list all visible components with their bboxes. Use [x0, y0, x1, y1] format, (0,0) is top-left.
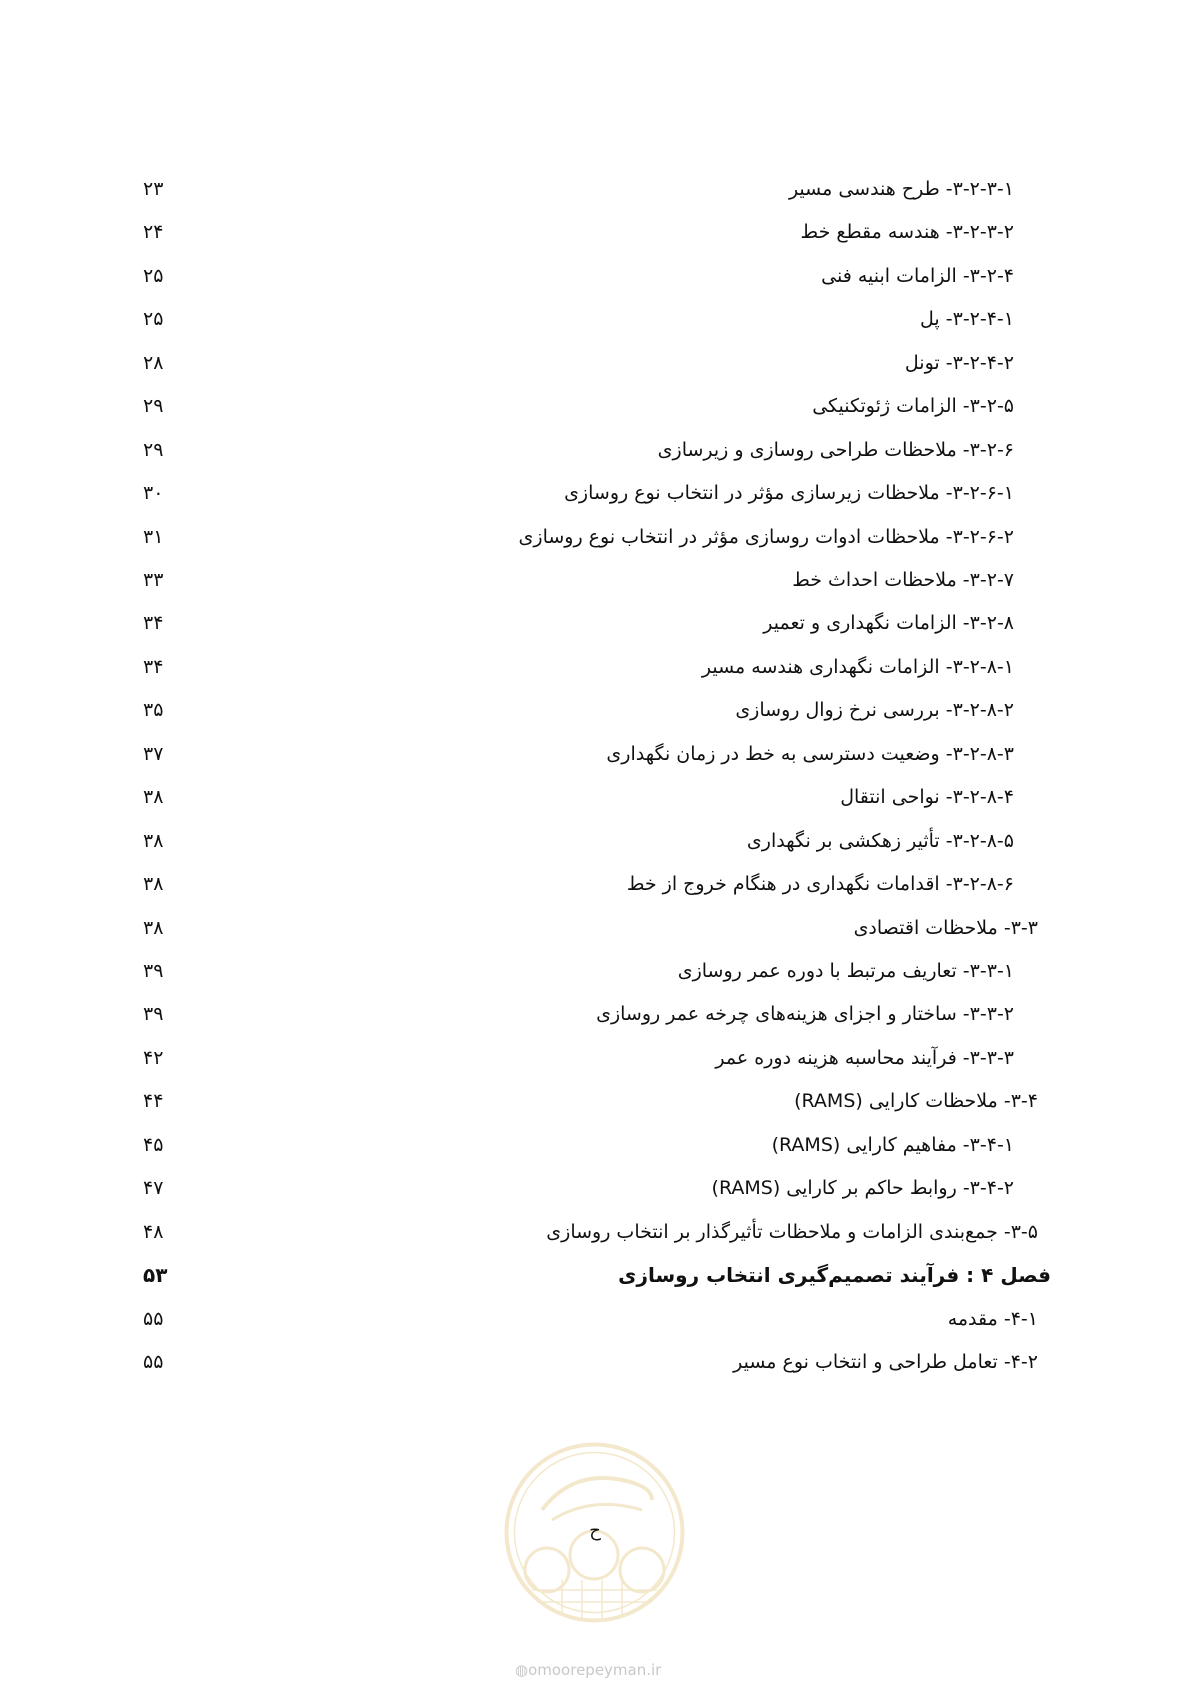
watermark-url [515, 1661, 661, 1679]
toc-entry-title: ۳-۲-۸-۲- بررسی نرخ زوال روسازی [735, 699, 1014, 721]
toc-entry-title: ۳-۲-۶-۲- ملاحظات ادوات روسازی مؤثر در انتخاب نوع روسازی [518, 526, 1014, 548]
toc-entry-title: ۳-۲-۸-۳- وضعیت دسترسی به خط در زمان نگهداری [606, 743, 1014, 765]
toc-entry [0, 1304, 1191, 1334]
toc-entry-page: ۴۲ [143, 1047, 164, 1069]
toc-entry [0, 522, 1191, 552]
toc-entry-title: ۳-۲-۳-۲- هندسه مقطع خط [800, 221, 1014, 243]
toc-entry [0, 782, 1191, 812]
toc-entry-page: ۳۸ [143, 830, 164, 852]
toc-entry [0, 1043, 1191, 1073]
toc-entry [0, 261, 1191, 291]
toc-entry [0, 739, 1191, 769]
toc-entry-page: ۳۵ [143, 699, 164, 721]
watermark-url-text: omoorepeyman.ir [528, 1661, 662, 1679]
toc-entry [0, 652, 1191, 682]
toc-entry-page: ۳۸ [143, 873, 164, 895]
toc-entry-title: ۳-۲-۴-۲- تونل [904, 352, 1014, 374]
toc-entry [0, 1086, 1191, 1116]
toc-entry-page: ۳۴ [143, 612, 164, 634]
toc-entry-title: ۳-۲-۶-۱- ملاحظات زیرسازی مؤثر در انتخاب نوع روسازی [564, 482, 1014, 504]
toc-entry-page: ۲۹ [143, 439, 164, 461]
toc-entry-title: ۳-۲-۴- الزامات ابنیه فنی [821, 265, 1014, 287]
toc-entry [0, 174, 1191, 204]
toc-entry-page: ۴۵ [143, 1134, 164, 1156]
toc-entry-page: ۳۴ [143, 656, 164, 678]
toc-entry-page: ۴۴ [143, 1090, 164, 1112]
toc-entry-page: ۳۰ [143, 482, 164, 504]
toc-entry-title: ۳-۲-۸-۶- اقدامات نگهداری در هنگام خروج از خط [626, 873, 1014, 895]
toc-entry [0, 435, 1191, 465]
toc-entry-title: ۳-۳-۲- ساختار و اجزای هزینه‌های چرخه عمر روسازی [596, 1003, 1014, 1025]
toc-entry-page: ۲۳ [143, 178, 164, 200]
toc-entry-page: ۳۹ [143, 1003, 164, 1025]
toc-entry-page: ۲۵ [143, 265, 164, 287]
toc-entry-title: ۳-۲-۸-۱- الزامات نگهداری هندسه مسیر [701, 656, 1014, 678]
toc-entry-title: ۳-۲-۸-۵- تأثیر زهکشی بر نگهداری [746, 830, 1014, 852]
page-number: ح [589, 1520, 601, 1541]
toc-entry-page: ۳۸ [143, 786, 164, 808]
toc-entry-title: ۳-۲-۴-۱- پل [920, 308, 1014, 330]
toc-entry-page: ۴۸ [143, 1221, 164, 1243]
toc-entry-title: ۳-۲-۷- ملاحظات احداث خط [792, 569, 1014, 591]
toc-entry-title: ۳-۴- ملاحظات کارایی (RAMS) [794, 1090, 1038, 1112]
toc-entry-page: ۲۴ [143, 221, 164, 243]
toc-entry-page: ۳۷ [143, 743, 164, 765]
toc-entry [0, 608, 1191, 638]
toc-entry-title: ۴-۱- مقدمه [947, 1308, 1038, 1330]
toc-entry-page: ۵۵ [143, 1308, 164, 1330]
toc-entry [0, 304, 1191, 334]
toc-entry-page: ۳۳ [143, 569, 164, 591]
toc-entry-page: ۴۷ [143, 1177, 164, 1199]
toc-entry [0, 1130, 1191, 1160]
toc-entry-page: ۲۹ [143, 395, 164, 417]
toc-entry [0, 999, 1191, 1029]
toc-entry-page: ۳۹ [143, 960, 164, 982]
toc-entry [0, 956, 1191, 986]
toc-entry-title: فصل ۴ : فرآیند تصمیم‌گیری انتخاب روسازی [618, 1263, 1051, 1287]
toc-entry-page: ۳۸ [143, 917, 164, 939]
toc-chapter-entry [0, 1260, 1191, 1290]
toc-entry [0, 478, 1191, 508]
toc-entry-page: ۵۵ [143, 1351, 164, 1373]
toc-entry [0, 826, 1191, 856]
toc-entry-title: ۳-۲-۶- ملاحظات طراحی روسازی و زیرسازی [657, 439, 1014, 461]
toc-entry [0, 1173, 1191, 1203]
toc-entry-page: ۲۸ [143, 352, 164, 374]
toc-entry-title: ۳-۴-۲- روابط حاکم بر کارایی (RAMS) [711, 1177, 1014, 1199]
toc-entry-title: ۳-۲-۳-۱- طرح هندسی مسیر [788, 178, 1014, 200]
toc-entry [0, 565, 1191, 595]
toc-entry [0, 913, 1191, 943]
toc-entry [0, 1347, 1191, 1377]
toc-entry-title: ۳-۳-۳- فرآیند محاسبه هزینه دوره عمر [715, 1047, 1014, 1069]
toc-entry-page: ۵۳ [143, 1263, 168, 1287]
toc-entry [0, 695, 1191, 725]
toc-entry-title: ۳-۲-۵- الزامات ژئوتکنیکی [812, 395, 1014, 417]
toc-entry [0, 391, 1191, 421]
toc-entry [0, 348, 1191, 378]
toc-entry-title: ۳-۲-۸-۴- نواحی انتقال [840, 786, 1014, 808]
toc-entry-title: ۳-۲-۸- الزامات نگهداری و تعمیر [763, 612, 1014, 634]
toc-entry-title: ۳-۳-۱- تعاریف مرتبط با دوره عمر روسازی [677, 960, 1014, 982]
toc-entry [0, 217, 1191, 247]
toc-entry-title: ۳-۴-۱- مفاهیم کارایی (RAMS) [771, 1134, 1014, 1156]
toc-entry-page: ۲۵ [143, 308, 164, 330]
toc-entry-page: ۳۱ [143, 526, 164, 548]
toc-entry-title: ۳-۵- جمع‌بندی الزامات و ملاحظات تأثیرگذار بر انتخاب روسازی [546, 1221, 1038, 1243]
toc-entry [0, 1217, 1191, 1247]
globe-icon: ◍ [515, 1661, 529, 1679]
toc-entry-title: ۳-۳- ملاحظات اقتصادی [853, 917, 1038, 939]
toc-entry-title: ۴-۲- تعامل طراحی و انتخاب نوع مسیر [733, 1351, 1038, 1373]
toc-entry [0, 869, 1191, 899]
